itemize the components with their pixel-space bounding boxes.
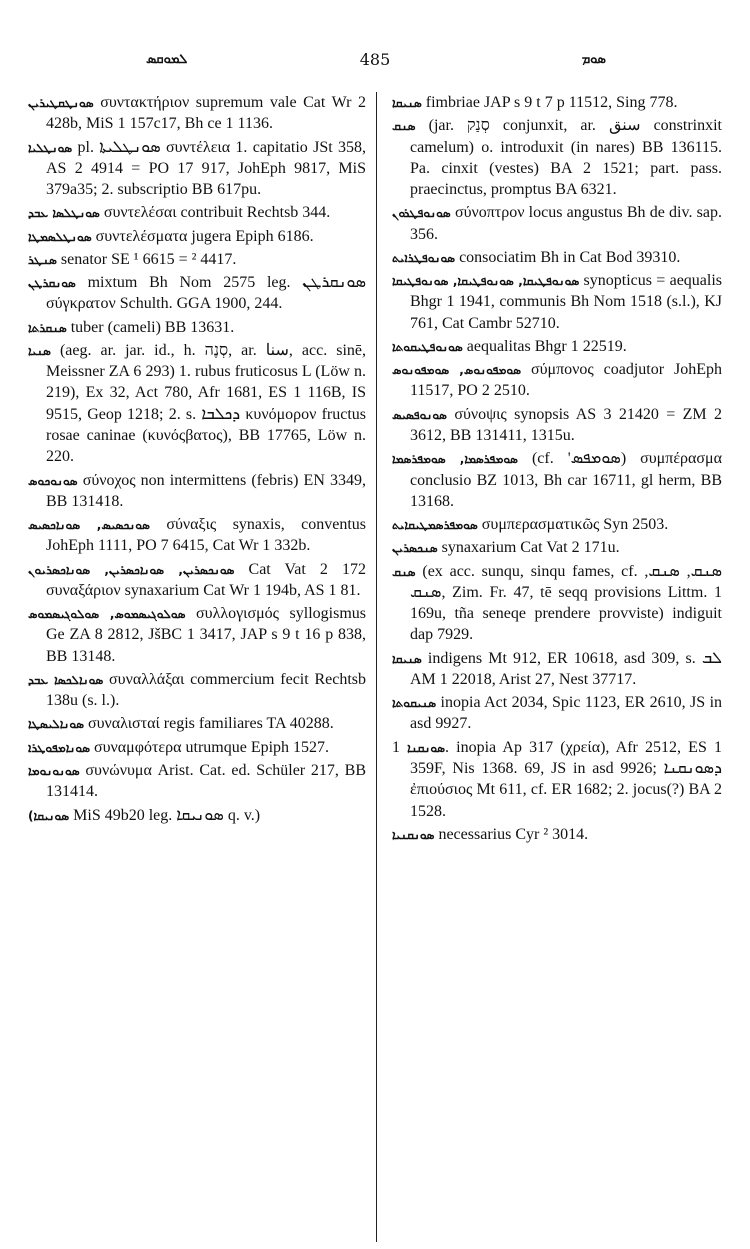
dictionary-entry <box>392 537 722 558</box>
column-divider <box>376 92 377 1242</box>
entry-definition: σύνοψις synopsis AS 3 21420 = ZM 2 3612, BB 131411, 1315u. <box>410 405 722 444</box>
headword-syriac: ܣܢܝܩܐ <box>392 651 422 666</box>
entry-definition: fimbriae JAP s 9 t 7 p 11512, Sing 778. <box>425 94 678 111</box>
entry-definition: συνώνυμα Arist. Cat. ed. Schüler 217, BB 131414. <box>46 761 367 801</box>
entry-definition: συναλλάξαι commercium fecit Rechtsb 138u (s. l.). <box>46 670 366 710</box>
dictionary-entry <box>392 115 722 200</box>
dictionary-entry <box>28 559 366 602</box>
entry-definition: mixtum Bh Nom 2575 leg. ܣܘܢܩܪܛܢ σύγκρατον Schulth. GGA 1900, 244. <box>46 274 366 313</box>
dictionary-entry <box>392 737 722 822</box>
entry-definition: consociatim Bh in Cat Bod 39310. <box>459 248 681 266</box>
entry-definition: (jar. סְנַק conjunxit, ar. سنق constrinxit camelum) o. introduxit (in nares) BB 136115. Pa. cinxit (vestes) BA 2 1521; part. pass. praecinctus, promptus BA 6321. <box>410 117 723 199</box>
entry-definition: (ex acc. sunqu, sinqu fames, cf. ܣܢܩ, ܣܢܩ, ܣܢܩ, Zim. Fr. 47, tē seqq provisions Littm. 1 169u, tña seneqe prendere provviste) indiguit dap 7929. <box>410 562 723 644</box>
headword-syriac: ܣܘܢܘܦܛܪܐܝܬ <box>392 250 456 265</box>
entry-definition: συναλισταί regis familiares TA 40288. <box>87 715 334 733</box>
dictionary-entry <box>392 92 722 113</box>
dictionary-entry <box>28 514 366 557</box>
entry-definition: συλλογισμός syllogismus Ge ZA 8 2812, JšBC 1 3417, JAP s 9 t 16 p 838, BB 13148. <box>46 605 367 665</box>
dictionary-entry <box>28 249 366 270</box>
dictionary-entry <box>392 270 722 334</box>
dictionary-entry <box>392 359 722 402</box>
headword-syriac: ܣܢܩ <box>392 564 416 579</box>
entry-definition: σύναξις synaxis, conventus JohEph 1111, PO 7 6415, Cat Wr 1 332b. <box>46 516 366 555</box>
headword-syriac: ܣܘܢܘܦܛܝܩܘܬܐ <box>392 339 463 354</box>
entry-definition: συντελέσαι contribuit Rechtsb 344. <box>103 204 331 222</box>
headword-syriac: ܣܢܩ <box>392 119 416 134</box>
header-right-keyword: ܣܘܡ <box>581 52 606 67</box>
entry-definition: aequalitas Bhgr 1 22519. <box>466 337 627 355</box>
headword-syriac: ܣܘܢܛܠܣܡܛܐ <box>28 229 92 244</box>
headword-syriac: ܣܘܢܩܢܝܐ <box>392 827 435 842</box>
dictionary-entry <box>392 336 722 357</box>
headword-syriac: ܣܘܠܘܓܝܣܡܘܣ, ܣܘܠܘܓܝܣܡܘܣ <box>28 607 186 622</box>
entry-definition: 1. inopia Ap 317 (χρεία), Afr 2512, ES 1 359F, Nis 1368. 69, JS in asd 9926; ܕܣܘܢܩܢܐ ἐπιούσιος Mt 611, cf. ER 1682; 2. jocus(?) BA 2 1528. <box>392 738 723 820</box>
entry-definition: MiS 49b20 leg. ܣܘܢܝܩܐ q. v.) <box>73 806 261 824</box>
headword-syriac: ܣܘܢܛܠܣܐ ܥܒܕ <box>28 206 100 221</box>
entry-definition: synopticus = aequalis Bhgr 1 1941, communis Bh Nom 1518 (s.l.), KJ 761, Cat Cambr 52710. <box>410 272 723 332</box>
entry-definition: συντακτήριον supremum vale Cat Wr 2 428b, MiS 1 157c17, Bh ce 1 1136. <box>46 94 367 133</box>
entry-definition: συναμφότερα utrumque Epiph 1527. <box>94 738 330 756</box>
headword-syriac: (ܣܘܢܝܩܐ <box>28 808 70 823</box>
entry-definition: (aeg. ar. jar. id., h. סְנֶה, ar. سنا, acc. sinē, Meissner ZA 6 293) 1. rubus fruticosus L (Löw n. 219), Ex 32, Act 780, Afr 1681, ES 1 116B, IS 9515, Geop 1218; 2. s. ܕܟܠܒܐ κυνόμορον fructus rosae caninae (κυνόςβατος), BB 17765, Löw n. 220. <box>46 341 366 466</box>
headword-syriac: ܣܘܢܐܠܝܣܛܐ <box>28 717 84 732</box>
headword-syriac: ܣܘܡܦܪܣܡܛܝܩܐܝܬ <box>392 518 478 533</box>
dictionary-entry <box>28 669 366 712</box>
headword-syriac: ܣܘܡܦܪܣܡܐ, ܣܘܡܦܪܣܡܐ <box>392 452 518 467</box>
dictionary-entry <box>28 272 366 315</box>
headword-syriac: ܣܢܩܪܬܐ <box>28 320 67 335</box>
page-number: 485 <box>359 50 391 69</box>
dictionary-entry <box>28 603 366 667</box>
dictionary-entry <box>392 247 722 268</box>
dictionary-entry <box>28 760 366 803</box>
dictionary-entry <box>28 92 366 135</box>
dictionary-entry <box>392 561 722 646</box>
headword-syriac: ܣܘܢܛܩܛܝܪܝܢ <box>28 96 94 110</box>
dictionary-entry <box>28 805 366 826</box>
headword-syriac: ܣܘܢܛܠܝܐ <box>28 140 73 155</box>
entry-definition: Cat Vat 2 172 συναξάριον synaxarium Cat Wr 1 194b, AS 1 81. <box>46 560 366 599</box>
headword-syriac: ܣܘܢܐܡܦܘܛܪܐ <box>28 740 90 755</box>
dictionary-entry <box>28 226 366 247</box>
entry-definition: senator SE ¹ 6615 = ² 4417. <box>60 250 237 268</box>
dictionary-entry <box>392 448 722 512</box>
entry-definition: σύμπονος coadjutor JohEph 11517, PO 2 2510. <box>410 361 722 400</box>
entry-definition: pl. ܣܘܢܛܠܝܬܐ συντέλεια 1. capitatio JSt 358, AS 2 4914 = PO 17 917, JohEph 9817, MiS 379a35; 2. subscriptio BB 617pu. <box>46 138 366 199</box>
dictionary-entry <box>392 514 722 535</box>
dictionary-entry <box>28 317 366 338</box>
headword-syriac: ܣܢܛܪ <box>28 252 57 267</box>
entry-definition: συντελέσματα jugera Epiph 6186. <box>95 227 314 245</box>
dictionary-entry <box>28 737 366 758</box>
headword-syriac: ܣܘܢܘܦܛܝܩܐ, ܣܘܢܘܦܛܝܩܐ, ܣܘܢܘܦܛܝܩܐ <box>392 274 580 289</box>
entry-definition: indigens Mt 912, ER 10618, asd 309, s. ܠܒ AM 1 22018, Arist 27, Nest 37717. <box>410 649 723 688</box>
entry-definition: συμπερασματικῶς Syn 2503. <box>481 516 669 534</box>
headword-syriac: ܣܘܢܟܣܝܣ, ܣܘܢܐܟܣܝܣ <box>28 518 150 533</box>
dictionary-entry <box>28 470 366 513</box>
headword-syriac: ܣܘܢܘܟܘܣ <box>28 473 78 488</box>
right-column <box>392 92 722 847</box>
dictionary-entry <box>392 202 722 245</box>
left-column <box>28 92 366 828</box>
entry-definition: σύνοχος non intermittens (febris) EN 3349, BB 131418. <box>46 471 366 510</box>
headword-syriac: ܣܢܝܐ <box>28 343 51 358</box>
dictionary-entry <box>28 137 366 201</box>
dictionary-entry <box>392 824 722 845</box>
header-left-keyword: ܠܡܘܩܣ <box>146 52 188 67</box>
headword-syriac: ܣܘܢܐܠܟܣܐ ܥܒܕ <box>28 672 104 687</box>
dictionary-entry <box>28 340 366 468</box>
headword-syriac: ܣܢܝܩܐ <box>392 96 422 110</box>
page-header <box>0 46 750 76</box>
headword-syriac: ܣܘܢܩܢܐ <box>407 740 445 755</box>
headword-syriac: ܣܘܢܘܦܣܝܣ <box>392 407 447 422</box>
headword-syriac: ܣܢܟܣܪܝܢ <box>392 541 438 556</box>
dictionary-entry <box>392 404 722 447</box>
dictionary-entry <box>28 713 366 734</box>
dictionary-entry <box>392 692 722 735</box>
entry-definition: inopia Act 2034, Spic 1123, ER 2610, JS in asd 9927. <box>410 694 723 733</box>
entry-definition: (cf. 'ܣܘܡܦܣ) συμπέρασμα conclusio BZ 1013, Bh car 16711, gl herm, BB 13168. <box>410 450 723 510</box>
entry-definition: synaxarium Cat Vat 2 171u. <box>441 539 620 557</box>
dictionary-entry <box>392 648 722 691</box>
headword-syriac: ܣܢܝܩܘܬܐ <box>392 696 437 711</box>
headword-syriac: ܣܘܡܦܘܢܘܣ, ܣܘܡܦܘܢܘܣ <box>392 363 522 378</box>
entry-definition: tuber (cameli) BB 13631. <box>70 318 235 336</box>
entry-definition: σύνοπτρον locus angustus Bh de div. sap. 356. <box>410 204 722 243</box>
headword-syriac: ܣܘܢܘܢܘܡܐ <box>28 763 80 778</box>
headword-syriac: ܣܘܢܩܪܛܢ <box>28 276 76 291</box>
headword-syriac: ܣܘܢܘܦܛܪܘܢ <box>392 206 451 221</box>
entry-definition: necessarius Cyr ² 3014. <box>438 825 589 843</box>
dictionary-entry <box>28 202 366 223</box>
headword-syriac: ܣܘܢܟܣܪܝܢ, ܣܘܢܐܟܣܪܝܢ, ܣܘܢܐܟܣܪܝܘܢ <box>28 562 235 577</box>
